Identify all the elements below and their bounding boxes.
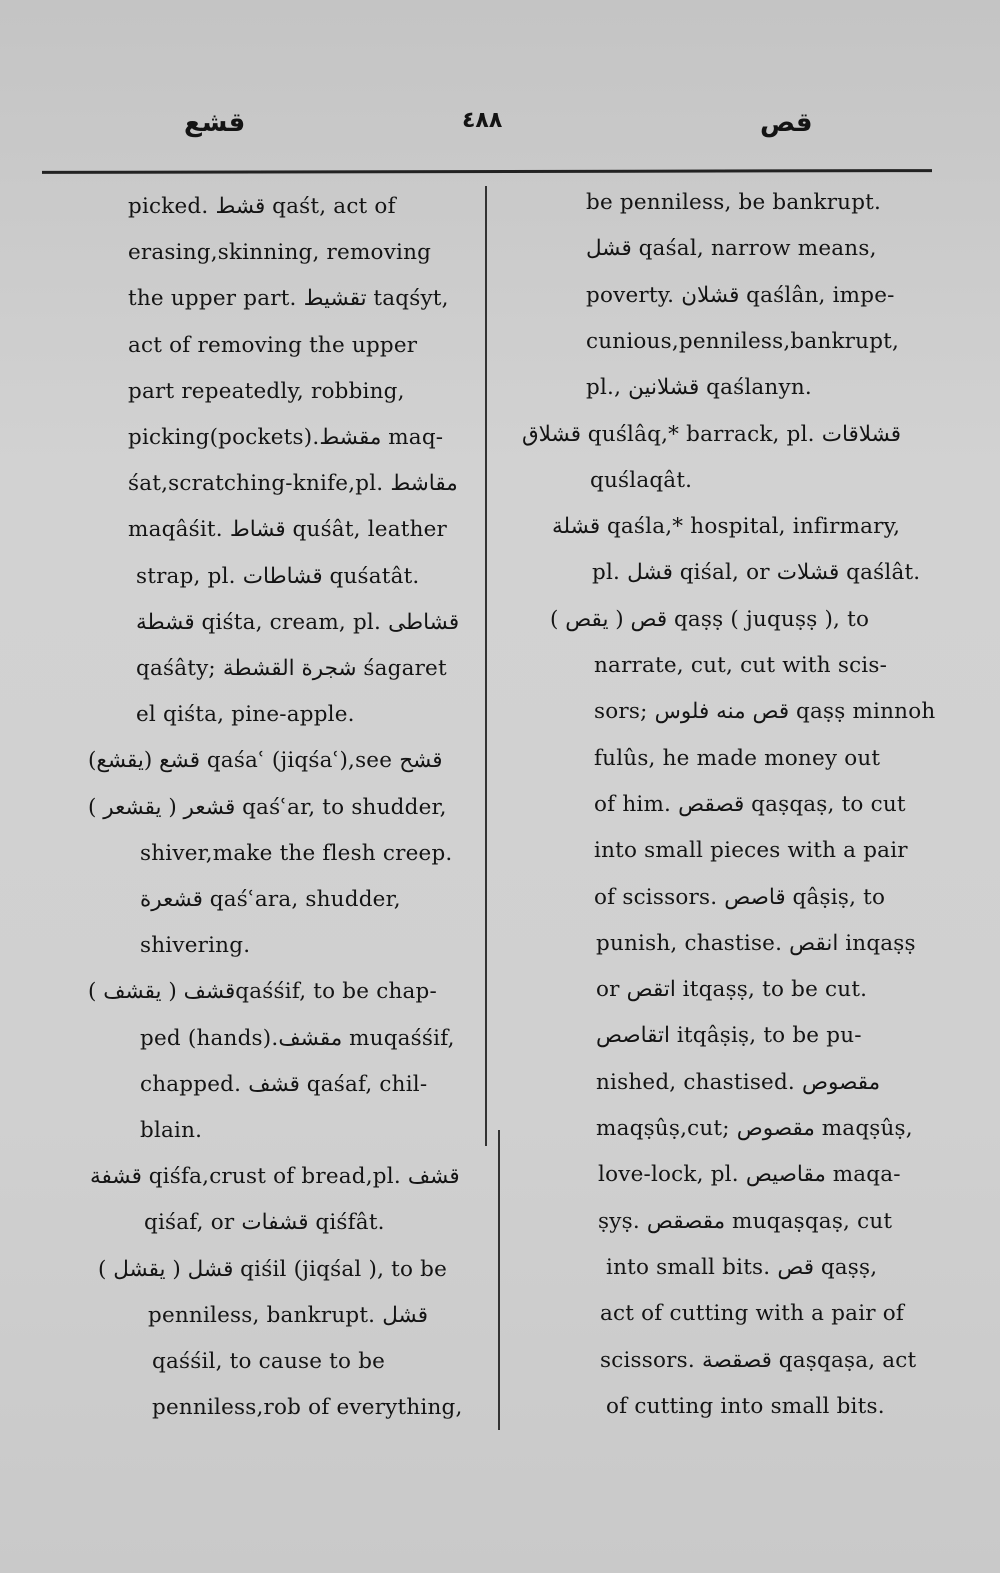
entry-line: maqâśit. قشاط quśât, leather: [128, 517, 448, 543]
entry-line: shiver,make the flesh creep.: [140, 840, 453, 866]
entry-line: قشف ( يقشف )qaśśif, to be chap-: [88, 979, 437, 1005]
entry-line: śat,scratching-knife,pl. مقاشط: [128, 471, 458, 497]
entry-line: act of removing the upper: [128, 332, 418, 358]
entry-line: blain.: [140, 1118, 203, 1143]
page-header: [0, 108, 1000, 158]
entry-line: part repeatedly, robbing,: [128, 378, 405, 404]
entry-line: strap, pl. قشاطات quśatât.: [136, 563, 420, 589]
entry-line: picked. قشط qaśt, act of: [128, 194, 396, 219]
header-left-word: قشع: [184, 108, 246, 138]
entry-line: shivering.: [140, 933, 251, 959]
entry-line: poverty. قشلان qaślân, impe-: [586, 282, 895, 308]
entry-line: qaśâty; شجرة القشطة śagaret: [136, 656, 447, 681]
entry-line: fulûs, he made money out: [594, 745, 881, 771]
entry-line: قص ( يقص ) qaṣṣ ( juquṣṣ ), to: [550, 606, 870, 632]
entry-line: erasing,skinning, removing: [128, 240, 432, 266]
entry-line: maqṣûṣ,cut; مقصوص maqṣûṣ,: [596, 1116, 913, 1141]
entry-line: el qiśta, pine-apple.: [136, 702, 355, 728]
entry-line: pl., قشلانين qaślanyn.: [586, 375, 812, 401]
entry-line: ṣyṣ. مقصقص muqaṣqaṣ, cut: [598, 1208, 893, 1234]
header-rule: [42, 169, 932, 174]
entry-line: قشع (يقشع) qaśaʿ (jiqśaʿ),see قشح: [88, 748, 443, 774]
entry-line: chapped. قشف qaśaf, chil-: [140, 1071, 428, 1097]
entry-line: act of cutting with a pair of: [600, 1301, 905, 1327]
entry-line: قشعر ( يقشعر ) qaśʿar, to shudder,: [88, 794, 447, 820]
entry-line: picking(pockets).مقشط maq-: [128, 425, 444, 450]
entry-line: of cutting into small bits.: [606, 1393, 885, 1419]
entry-line: the upper part. تقشيط taqśyt,: [128, 286, 449, 312]
entry-line: قشعرة qaśʿara, shudder,: [140, 887, 401, 912]
entry-line: ped (hands).مقشف muqaśśif,: [140, 1025, 455, 1051]
entry-line: of him. قصقص qaṣqaṣ, to cut: [594, 791, 906, 817]
entry-line: penniless,rob of everything,: [152, 1395, 463, 1421]
entry-line: of scissors. قاصص qâṣiṣ, to: [594, 884, 886, 910]
column-divider-upper: [485, 186, 487, 1146]
entry-line: قشطة qiśta, cream, pl. قشاطى: [136, 609, 460, 635]
entry-line: cunious,penniless,bankrupt,: [586, 328, 900, 354]
entry-line: قشلة qaśla,* hospital, infirmary,: [552, 514, 901, 540]
entry-line: or اتقص itqaṣṣ, to be cut.: [596, 977, 868, 1003]
entry-line: into small bits. قص qaṣṣ,: [606, 1254, 878, 1280]
entry-line: scissors. قصقصة qaṣqaṣa, act: [600, 1347, 917, 1373]
entry-line: اتقاصص itqâṣiṣ, to be pu-: [596, 1023, 862, 1049]
entry-line: qiśaf, or قشفات qiśfât.: [144, 1210, 385, 1236]
entry-line: quślaqât.: [590, 467, 693, 493]
column-divider-lower: [498, 1130, 500, 1430]
entry-line: pl. قشل qiśal, or قشلات qaślât.: [592, 560, 921, 586]
entry-line: penniless, bankrupt. قشل: [148, 1302, 428, 1328]
page-number: ٤٨٨: [462, 108, 503, 133]
header-right-word: قص: [760, 108, 813, 138]
entry-line: قشلاق quślâq,* barrack, pl. قشلاقات: [522, 421, 902, 447]
entry-line: narrate, cut, cut with scis-: [594, 653, 888, 678]
entry-line: love-lock, pl. مقاصيص maqa-: [598, 1162, 901, 1188]
entry-line: be penniless, be bankrupt.: [586, 190, 882, 215]
entry-line: nished, chastised. مقصوص: [596, 1069, 881, 1095]
entry-line: قشل qaśal, narrow means,: [586, 236, 877, 262]
entry-line: قشل ( يقشل ) qiśil (jiqśal ), to be: [98, 1256, 448, 1282]
entry-line: qaśśil, to cause to be: [152, 1349, 386, 1374]
entry-line: into small pieces with a pair: [594, 838, 908, 864]
entry-line: sors; قص منه فلوس qaṣṣ minnoh: [594, 699, 936, 725]
entry-line: punish, chastise. انقص inqaṣṣ: [596, 930, 916, 956]
entry-line: قشفة qiśfa,crust of bread,pl. قشف: [90, 1164, 460, 1190]
